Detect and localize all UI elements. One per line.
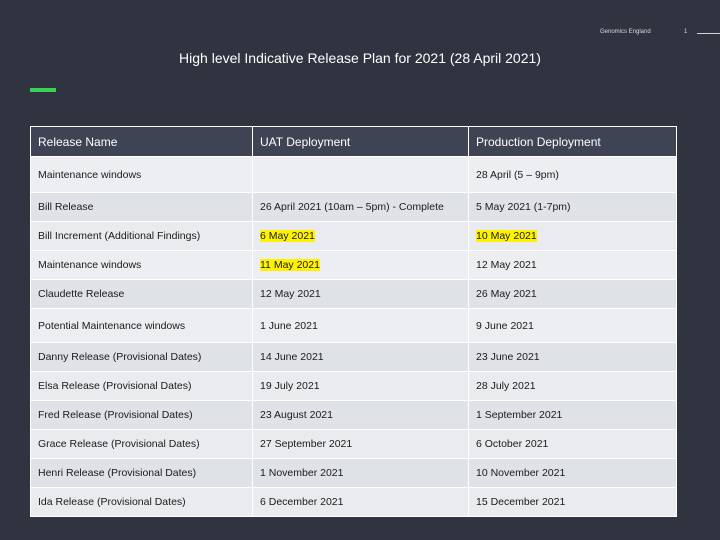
- uat-cell: 23 August 2021: [253, 401, 469, 430]
- table-row: [31, 280, 677, 309]
- production-cell: 5 May 2021 (1-7pm): [469, 193, 677, 222]
- uat-cell: 12 May 2021: [253, 280, 469, 309]
- uat-cell: 26 April 2021 (10am – 5pm) - Complete: [253, 193, 469, 222]
- maintenance-label: Potential Maintenance windows: [31, 309, 253, 343]
- production-cell: 28 July 2021: [469, 372, 677, 401]
- uat-cell: [253, 222, 469, 251]
- column-header-uat: UAT Deployment: [253, 127, 469, 157]
- table-row: [31, 343, 677, 372]
- uat-cell: 14 June 2021: [253, 343, 469, 372]
- table-header-row: [31, 127, 677, 157]
- table-row: [31, 401, 677, 430]
- table-row: [31, 222, 677, 251]
- uat-cell: [253, 251, 469, 280]
- table-row: [31, 459, 677, 488]
- page-number: 1: [684, 29, 688, 35]
- table-row: [31, 251, 677, 280]
- highlighted-date: 11 May 2021: [260, 259, 320, 271]
- release-plan-table: [30, 126, 677, 517]
- column-header-release-name: Release Name: [31, 127, 253, 157]
- uat-cell: 1 June 2021: [253, 309, 469, 343]
- table-row: [31, 157, 677, 193]
- table-row: [31, 193, 677, 222]
- uat-cell: 19 July 2021: [253, 372, 469, 401]
- production-cell: 26 May 2021: [469, 280, 677, 309]
- uat-cell: 1 November 2021: [253, 459, 469, 488]
- page-title: High level Indicative Release Plan for 2021 (28 April 2021): [179, 50, 541, 66]
- table-row: [31, 430, 677, 459]
- uat-cell: 6 December 2021: [253, 488, 469, 517]
- release-name-cell: Elsa Release (Provisional Dates): [31, 372, 253, 401]
- table-row: [31, 488, 677, 517]
- production-cell: 9 June 2021: [469, 309, 677, 343]
- highlighted-date: 6 May 2021: [260, 230, 315, 242]
- production-cell: 12 May 2021: [469, 251, 677, 280]
- production-cell: [469, 222, 677, 251]
- table-row: [31, 309, 677, 343]
- header-divider: [697, 33, 720, 34]
- table-row: [31, 372, 677, 401]
- release-name-cell: Ida Release (Provisional Dates): [31, 488, 253, 517]
- production-cell: 10 November 2021: [469, 459, 677, 488]
- accent-bar: [30, 88, 56, 92]
- uat-cell: [253, 157, 469, 193]
- organization-label: Genomics England: [600, 29, 651, 35]
- release-name-cell: Bill Release: [31, 193, 253, 222]
- release-name-cell: Claudette Release: [31, 280, 253, 309]
- production-cell: 1 September 2021: [469, 401, 677, 430]
- maintenance-label: Maintenance windows: [31, 157, 253, 193]
- uat-cell: 27 September 2021: [253, 430, 469, 459]
- release-name-cell: Bill Increment (Additional Findings): [31, 222, 253, 251]
- highlighted-date: 10 May 2021: [476, 230, 537, 242]
- production-cell: 6 October 2021: [469, 430, 677, 459]
- release-name-cell: Grace Release (Provisional Dates): [31, 430, 253, 459]
- production-cell: 23 June 2021: [469, 343, 677, 372]
- release-name-cell: Fred Release (Provisional Dates): [31, 401, 253, 430]
- release-name-cell: Henri Release (Provisional Dates): [31, 459, 253, 488]
- release-name-cell: Danny Release (Provisional Dates): [31, 343, 253, 372]
- production-cell: 28 April (5 – 9pm): [469, 157, 677, 193]
- production-cell: 15 December 2021: [469, 488, 677, 517]
- column-header-production: Production Deployment: [469, 127, 677, 157]
- maintenance-label: Maintenance windows: [31, 251, 253, 280]
